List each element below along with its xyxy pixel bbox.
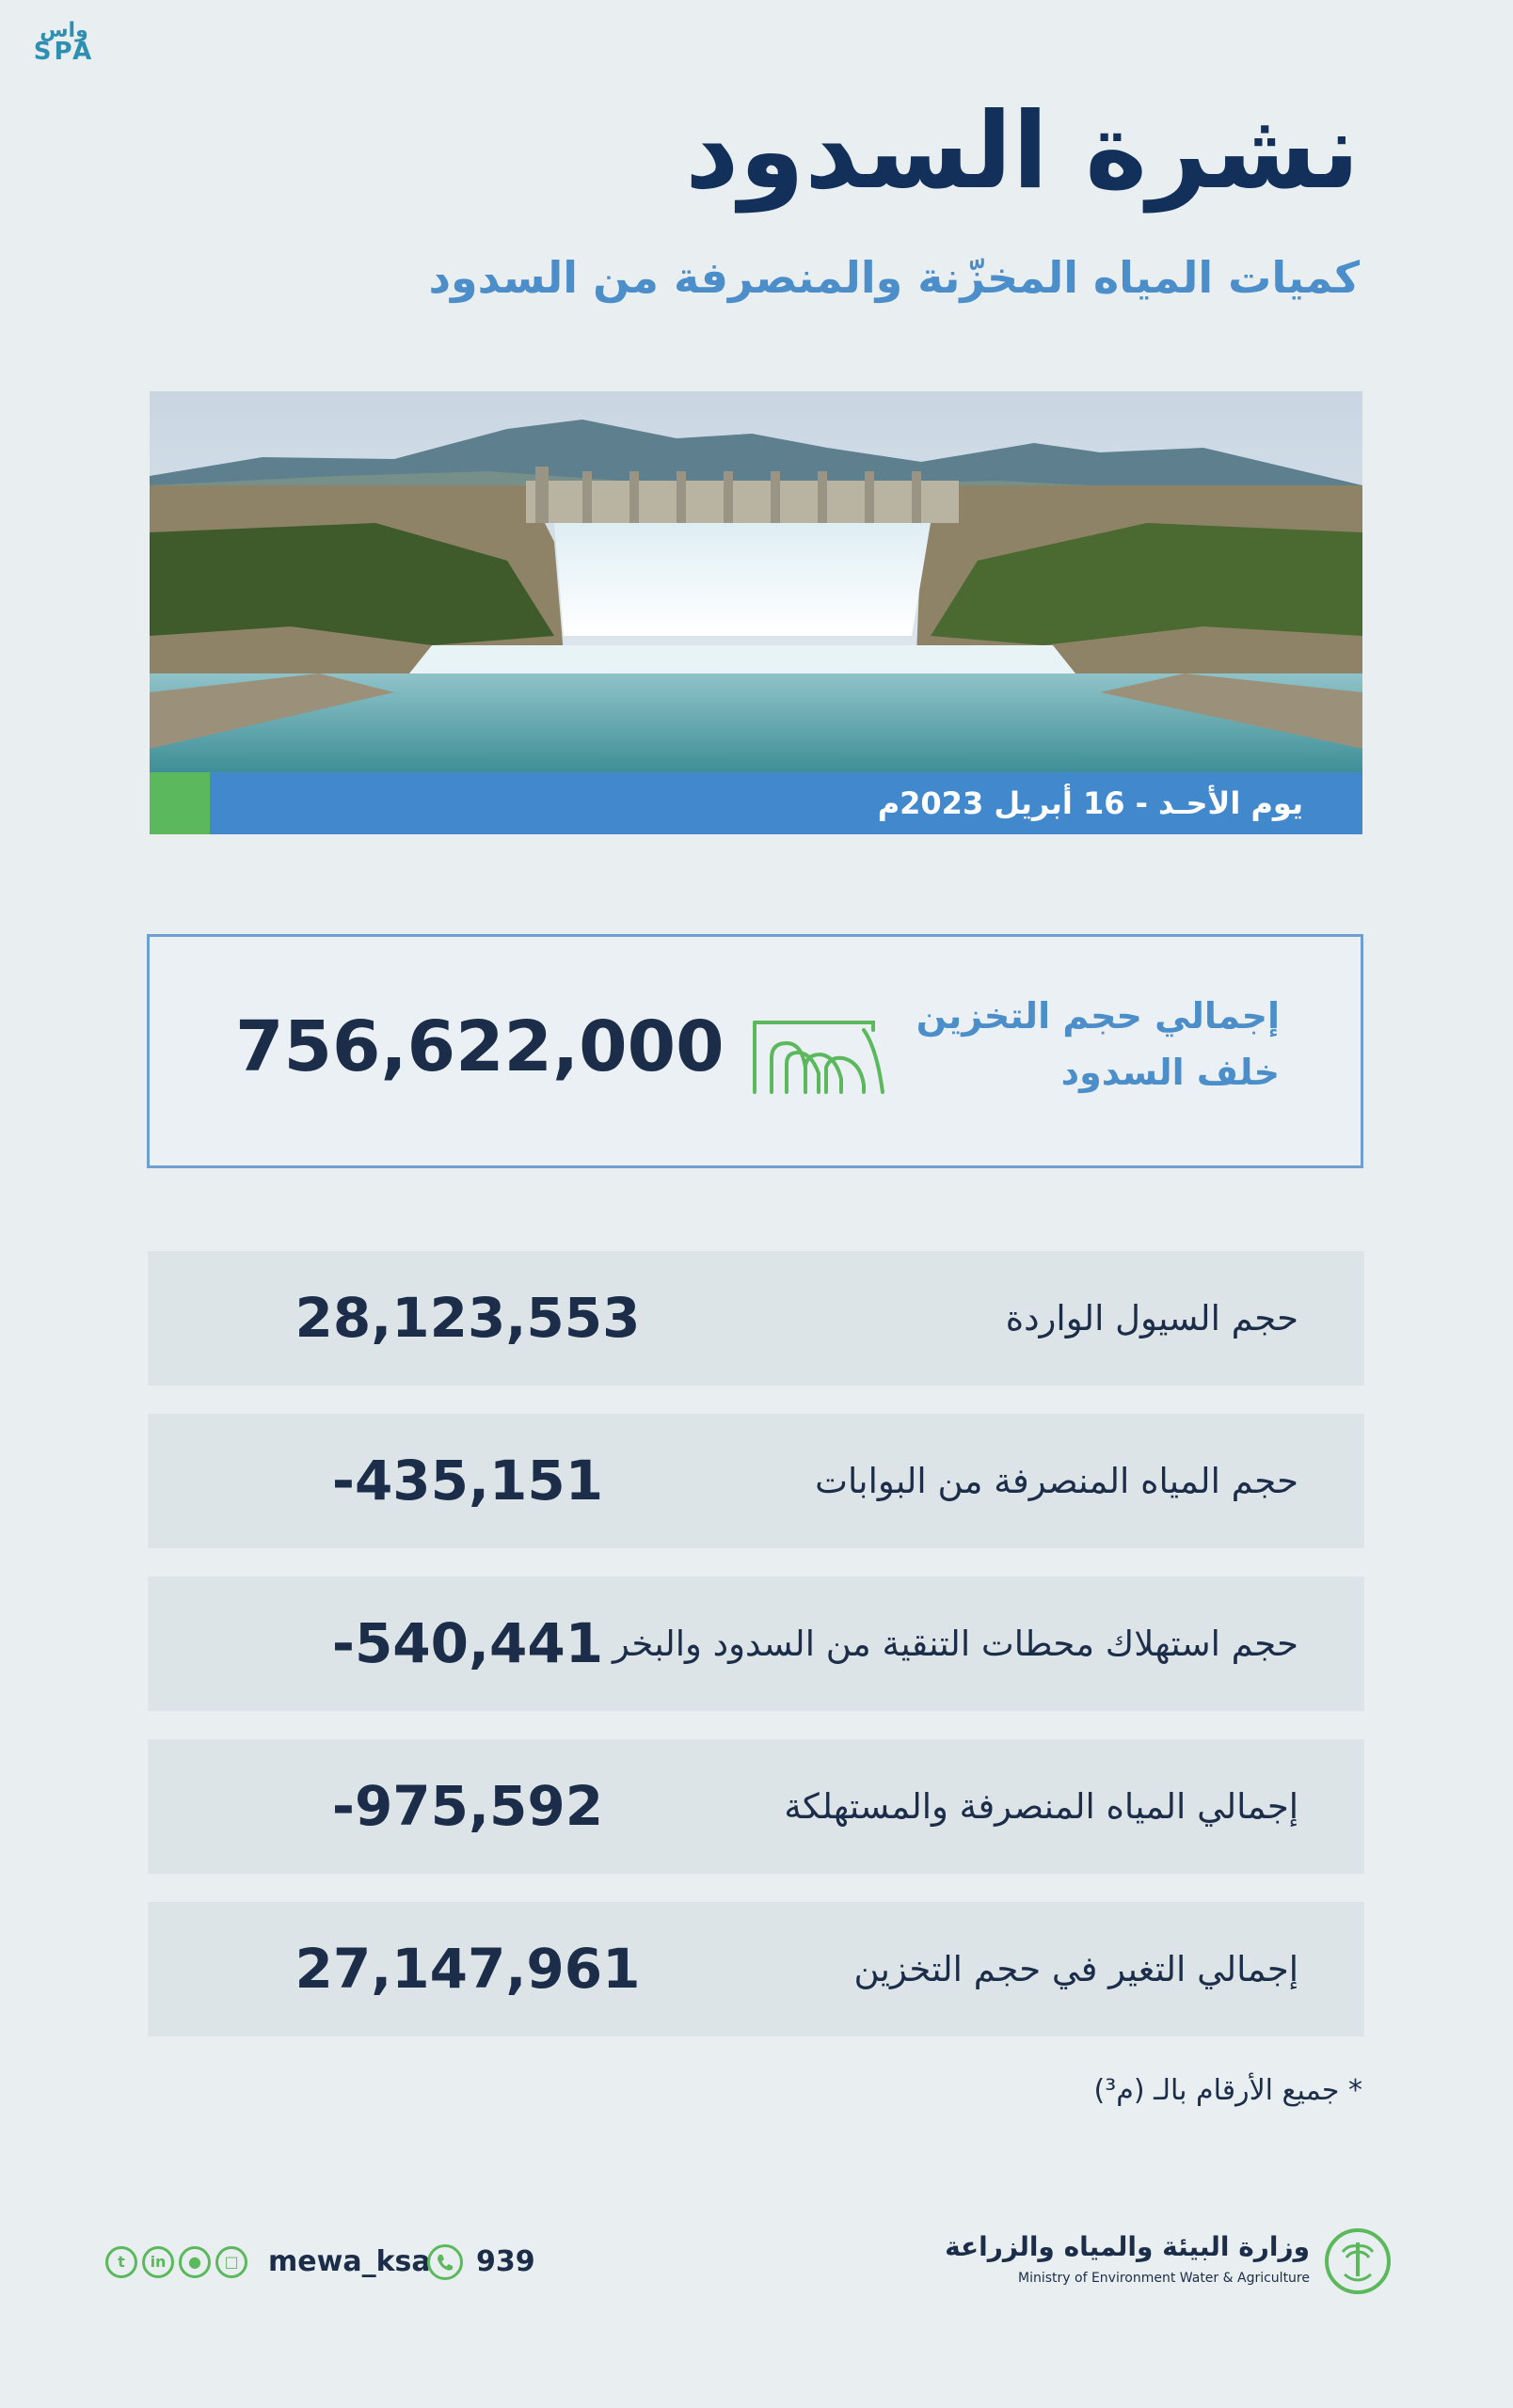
phone-number[interactable]: 939 bbox=[476, 2245, 535, 2278]
snapchat-icon[interactable]: ● bbox=[179, 2246, 211, 2278]
spa-logo-latin: SPA bbox=[33, 38, 95, 66]
stat-row-total-outflow bbox=[148, 1739, 1364, 1874]
stat-row-inflow bbox=[148, 1251, 1364, 1386]
stat-row-storage-change bbox=[148, 1902, 1364, 2036]
stat-row-consumption bbox=[148, 1576, 1364, 1711]
stat-value: -975,592 bbox=[331, 1774, 604, 1838]
total-storage-label-line1: إجمالي حجم التخزين bbox=[916, 995, 1280, 1037]
instagram-icon[interactable]: □ bbox=[215, 2246, 247, 2278]
stat-label: حجم المياه المنصرفة من البوابات bbox=[815, 1461, 1298, 1501]
stat-value: 27,147,961 bbox=[295, 1937, 641, 2001]
twitter-icon[interactable]: t bbox=[105, 2246, 137, 2278]
date-bar-accent bbox=[150, 772, 210, 834]
social-handle[interactable] bbox=[268, 2245, 431, 2278]
page-title: نشرة السدود bbox=[684, 90, 1360, 213]
total-storage-value: 756,622,000 bbox=[235, 1006, 725, 1087]
stat-label: إجمالي المياه المنصرفة والمستهلكة bbox=[784, 1786, 1298, 1827]
social-handle-text: mewa_ksa bbox=[268, 2245, 431, 2278]
page-subtitle: كميات المياه المخزّنة والمنصرفة من السدود bbox=[428, 252, 1360, 303]
units-note: * جميع الأرقام بالـ (م³) bbox=[1093, 2074, 1362, 2107]
stat-label: حجم استهلاك محطات التنقية من السدود والبخر bbox=[613, 1624, 1298, 1664]
phone-icon bbox=[427, 2244, 463, 2280]
stat-row-gates-release bbox=[148, 1414, 1364, 1548]
spa-logo-arabic: واس bbox=[40, 19, 88, 42]
stat-label: إجمالي التغير في حجم التخزين bbox=[853, 1949, 1298, 1989]
total-storage-label bbox=[916, 988, 1280, 1101]
ministry-name-english: Ministry of Environment Water & Agriculture bbox=[1018, 2271, 1310, 2286]
bulletin-date: يوم الأحـد - 16 أبريل 2023م bbox=[877, 785, 1303, 821]
total-storage-label-line2: خلف السدود bbox=[1060, 1052, 1280, 1093]
ministry-logo bbox=[1324, 2227, 1392, 2295]
stat-value: -435,151 bbox=[331, 1449, 604, 1513]
linkedin-icon[interactable]: in bbox=[142, 2246, 174, 2278]
dam-photo bbox=[150, 391, 1362, 772]
ministry-name-arabic: وزارة البيئة والمياه والزراعة bbox=[945, 2231, 1310, 2262]
stat-label: حجم السيول الواردة bbox=[1005, 1298, 1298, 1339]
spa-logo bbox=[30, 21, 98, 68]
dam-icon bbox=[751, 1011, 886, 1096]
stat-value: 28,123,553 bbox=[295, 1286, 641, 1350]
stat-value: -540,441 bbox=[331, 1611, 604, 1675]
